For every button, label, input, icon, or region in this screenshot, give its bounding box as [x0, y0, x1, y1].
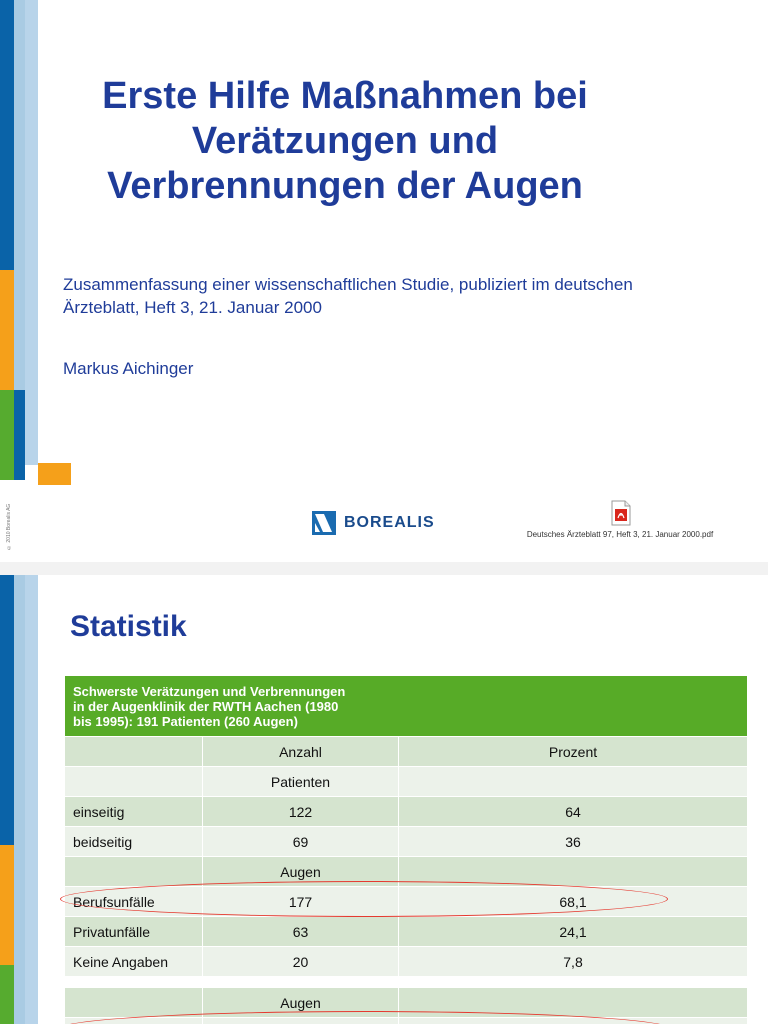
row-anzahl: 177: [203, 887, 399, 917]
table-row: [65, 947, 748, 977]
pdf-file-icon[interactable]: [611, 500, 631, 526]
slide-title-statistik: Statistik: [70, 610, 187, 643]
section-empty: [65, 857, 203, 887]
table-row: [65, 797, 748, 827]
row-prozent: 64: [399, 797, 748, 827]
pdf-file-name[interactable]: Deutsches Ärzteblatt 97, Heft 3, 21. Januar 2000.pdf: [526, 530, 714, 539]
row-label: Privatunfälle: [65, 917, 203, 947]
row-anzahl: 20: [203, 947, 399, 977]
statistics-slide: [0, 575, 768, 1024]
section-empty: [65, 988, 203, 1018]
section-label-augen: Augen: [203, 857, 399, 887]
section-label-augen-2: Augen: [203, 988, 399, 1018]
row-prozent: 24,1: [399, 917, 748, 947]
bar-green-left-2: [0, 965, 14, 1024]
table-row: [65, 827, 748, 857]
spacer-cell: [65, 977, 748, 988]
title-line-2: Verätzungen und: [191, 120, 499, 162]
logo-text: BOREALIS: [344, 514, 435, 531]
bar-blue-left-2: [0, 575, 14, 845]
row-label: Keine Angaben: [65, 947, 203, 977]
borealis-logo-icon: [312, 511, 336, 535]
slide-title: [60, 74, 630, 209]
highlight-oval-berufsunfaelle: [60, 881, 668, 917]
author: Markus Aichinger: [63, 359, 194, 378]
row-anzahl: 122: [203, 797, 399, 827]
section-label-patienten: Patienten: [203, 767, 399, 797]
row-anzahl: 63: [203, 917, 399, 947]
slide-gap: [0, 562, 768, 575]
bar-orange-left: [0, 270, 14, 390]
bar-green-left: [0, 390, 14, 480]
table-row: [65, 917, 748, 947]
header-prozent: Prozent: [399, 737, 748, 767]
title-line-1: Erste Hilfe Maßnahmen bei: [102, 75, 588, 117]
row-anzahl: 69: [203, 827, 399, 857]
table-caption-row: [65, 676, 748, 737]
bar-blue-right: [25, 0, 38, 465]
table-spacer: [65, 977, 748, 988]
borealis-logo: [312, 509, 435, 537]
row-prozent: 36: [399, 827, 748, 857]
header-empty: [65, 737, 203, 767]
caption-line-2: in der Augenklinik der RWTH Aachen (1980: [73, 698, 339, 714]
bar-blue-bottom: [14, 390, 25, 480]
section-empty: [65, 767, 203, 797]
caption-line-3: bis 1995): 191 Patienten (260 Augen): [73, 713, 298, 729]
row-label: beidseitig: [65, 827, 203, 857]
section-empty: [399, 767, 748, 797]
bar-orange-bottom: [38, 463, 71, 485]
row-prozent: 7,8: [399, 947, 748, 977]
row-label: einseitig: [65, 797, 203, 827]
title-line-3: Verbrennungen der Augen: [107, 165, 583, 207]
row-label: Berufsunfälle: [65, 887, 203, 917]
row-prozent: 68,1: [399, 887, 748, 917]
bar-blue-right-2: [25, 575, 38, 1024]
subtitle: [63, 273, 633, 319]
subtitle-line-2: Ärzteblatt, Heft 3, 21. Januar 2000: [63, 298, 322, 317]
bar-light-2: [14, 575, 25, 1024]
header-anzahl: Anzahl: [203, 737, 399, 767]
copyright-note: © 2010 Borealis AG: [6, 503, 12, 550]
bar-blue-left: [0, 0, 14, 270]
statistics-table: [64, 675, 748, 1024]
table-caption: [65, 676, 748, 737]
bar-orange-left-2: [0, 845, 14, 965]
section-row-patienten: [65, 767, 748, 797]
table-header-row: [65, 737, 748, 767]
caption-line-1: Schwerste Verätzungen und Verbrennungen: [73, 683, 346, 699]
subtitle-line-1: Zusammenfassung einer wissenschaftlichen Studie, publiziert im deutschen: [63, 275, 633, 294]
